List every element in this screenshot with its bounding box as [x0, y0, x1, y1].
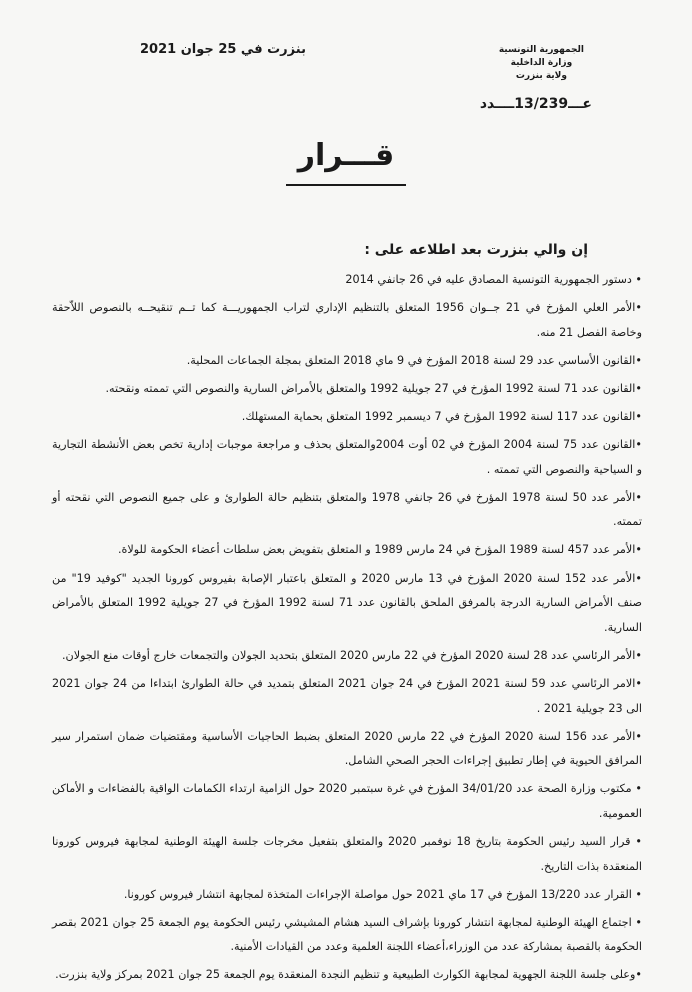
clause-item: •الأمر عدد 50 لسنة 1978 المؤرخ في 26 جانفي 1978 والمتعلق بتنظيم حالة الطوارئ و على جميع النصوص التي نقحته أو تممته. [52, 490, 642, 529]
clause-item: • اجتماع الهيئة الوطنية لمجابهة انتشار كورونا بإشراف السيد هشام المشيشي رئيس الحكومة يوم الجمعة 25 جوان 2021 بقصر الحكومة بالقصبة بمشاركة عدد من الوزراء،أعضاء اللجنة العلمية وعدد من القيادات الأمنية. [52, 915, 642, 954]
clause-item: •الأمر العلي المؤرخ في 21 جــوان 1956 المتعلق بالتنظيم الإداري لتراب الجمهوريـــة كما تــم تنقيحــه بالنصوص اللاّحقة وخاصة الفصل 21 منه. [52, 301, 643, 339]
ministry-label: وزارة الداخلية [510, 58, 573, 68]
clauses-list [52, 268, 642, 992]
clause-item: •القانون الأساسي عدد 29 لسنة 2018 المؤرخ في 9 ماي 2018 المتعلق بمجلة الجماعات المحلية. [186, 353, 642, 367]
clause-item: • مكتوب وزارة الصحة عدد 34/01/20 المؤرخ في غرة سبتمبر 2020 حول الزامية ارتداء الكمامات الواقية بالفضاءات و الأماكن العمومية. [52, 782, 643, 820]
clause-item: •الأمر عدد 156 لسنة 2020 المؤرخ في 22 مارس 2020 المتعلق بضبط الحاجيات الأساسية ومقتضيات ضمان استمرار سير المرافق الحيوية في إطار تطبيق إجراءات الحجر الصحي الشامل. [52, 729, 642, 768]
clause-item: •الأمر عدد 457 لسنة 1989 المؤرخ في 24 مارس 1989 و المتعلق بتفويض بعض سلطات أعضاء الحكومة للولاة. [117, 543, 642, 557]
title-underline [286, 184, 406, 186]
issuing-authority-block [499, 44, 584, 83]
reference-number: عـــ13/239ــــدد [479, 96, 592, 112]
clause-item: •الامر الرئاسي عدد 59 لسنة 2021 المؤرخ في 24 جوان 2021 المتعلق بتمديد في حالة الطوارئ ابتداءا من 24 جوان 2021 الى 23 جويلية 2021 . [52, 676, 642, 715]
clause-item: • القرار عدد 13/220 المؤرخ في 17 ماي 2021 حول مواصلة الإجراءات المتخذة لمجابهة انتشار فيروس كورونا. [123, 887, 642, 901]
clause-item: • دستور الجمهورية التونسية المصادق عليه في 26 جانفي 2014 [345, 273, 642, 286]
clause-item: •الأمر عدد 152 لسنة 2020 المؤرخ في 13 مارس 2020 و المتعلق باعتبار الإصابة بفيروس كورونا الجديد "كوفيد 19" من صنف الأمراض السارية الدرجة بالمرفق الملحق بالقانون عدد 71 لسنة 1992 المؤرخ في 27 جويلية 1992 المتعلق بالأمراض السارية. [52, 571, 643, 634]
clause-item: •القانون عدد 71 لسنة 1992 المؤرخ في 27 جويلية 1992 والمتعلق بالأمراض السارية والنصوص التي تممته ونقحته. [105, 381, 642, 395]
clause-item: • قرار السيد رئيس الحكومة بتاريخ 18 نوفمبر 2020 والمتعلق بتفعيل مخرجات جلسة الهيئة الوطنية لمجابهة فيروس كورونا المنعقدة بذات التاريخ. [52, 834, 642, 873]
clause-item: •القانون عدد 117 لسنة 1992 المؤرخ في 7 ديسمبر 1992 المتعلق بحماية المستهلك. [241, 409, 642, 423]
clause-item: •الأمر الرئاسي عدد 28 لسنة 2020 المؤرخ في 22 مارس 2020 المتعلق بتحديد الجولان والتجمعات خارج أوقات منع الجولان. [61, 648, 642, 662]
clause-item: •القانون عدد 75 لسنة 2004 المؤرخ في 02 أوت 2004والمتعلق بحذف و مراجعة موجبات إدارية تخص بعض الأنشطة التجارية و السياحية والنصوص التي تممته . [52, 438, 643, 476]
clause-item: •وعلى جلسة اللجنة الجهوية لمجابهة الكوارث الطبيعية و تنظيم النجدة المنعقدة يوم الجمعة 25 جوان 2021 بمركز ولاية بنزرت. [55, 968, 642, 982]
intro-line: إن والي بنزرت بعد اطلاعه على : [364, 242, 588, 258]
document-date: بنزرت في 25 جوان 2021 [140, 42, 306, 57]
republic-label: الجمهورية التونسية [498, 45, 584, 55]
document-title: قـــرار [297, 138, 395, 173]
governorate-label: ولاية بنزرت [515, 71, 567, 81]
